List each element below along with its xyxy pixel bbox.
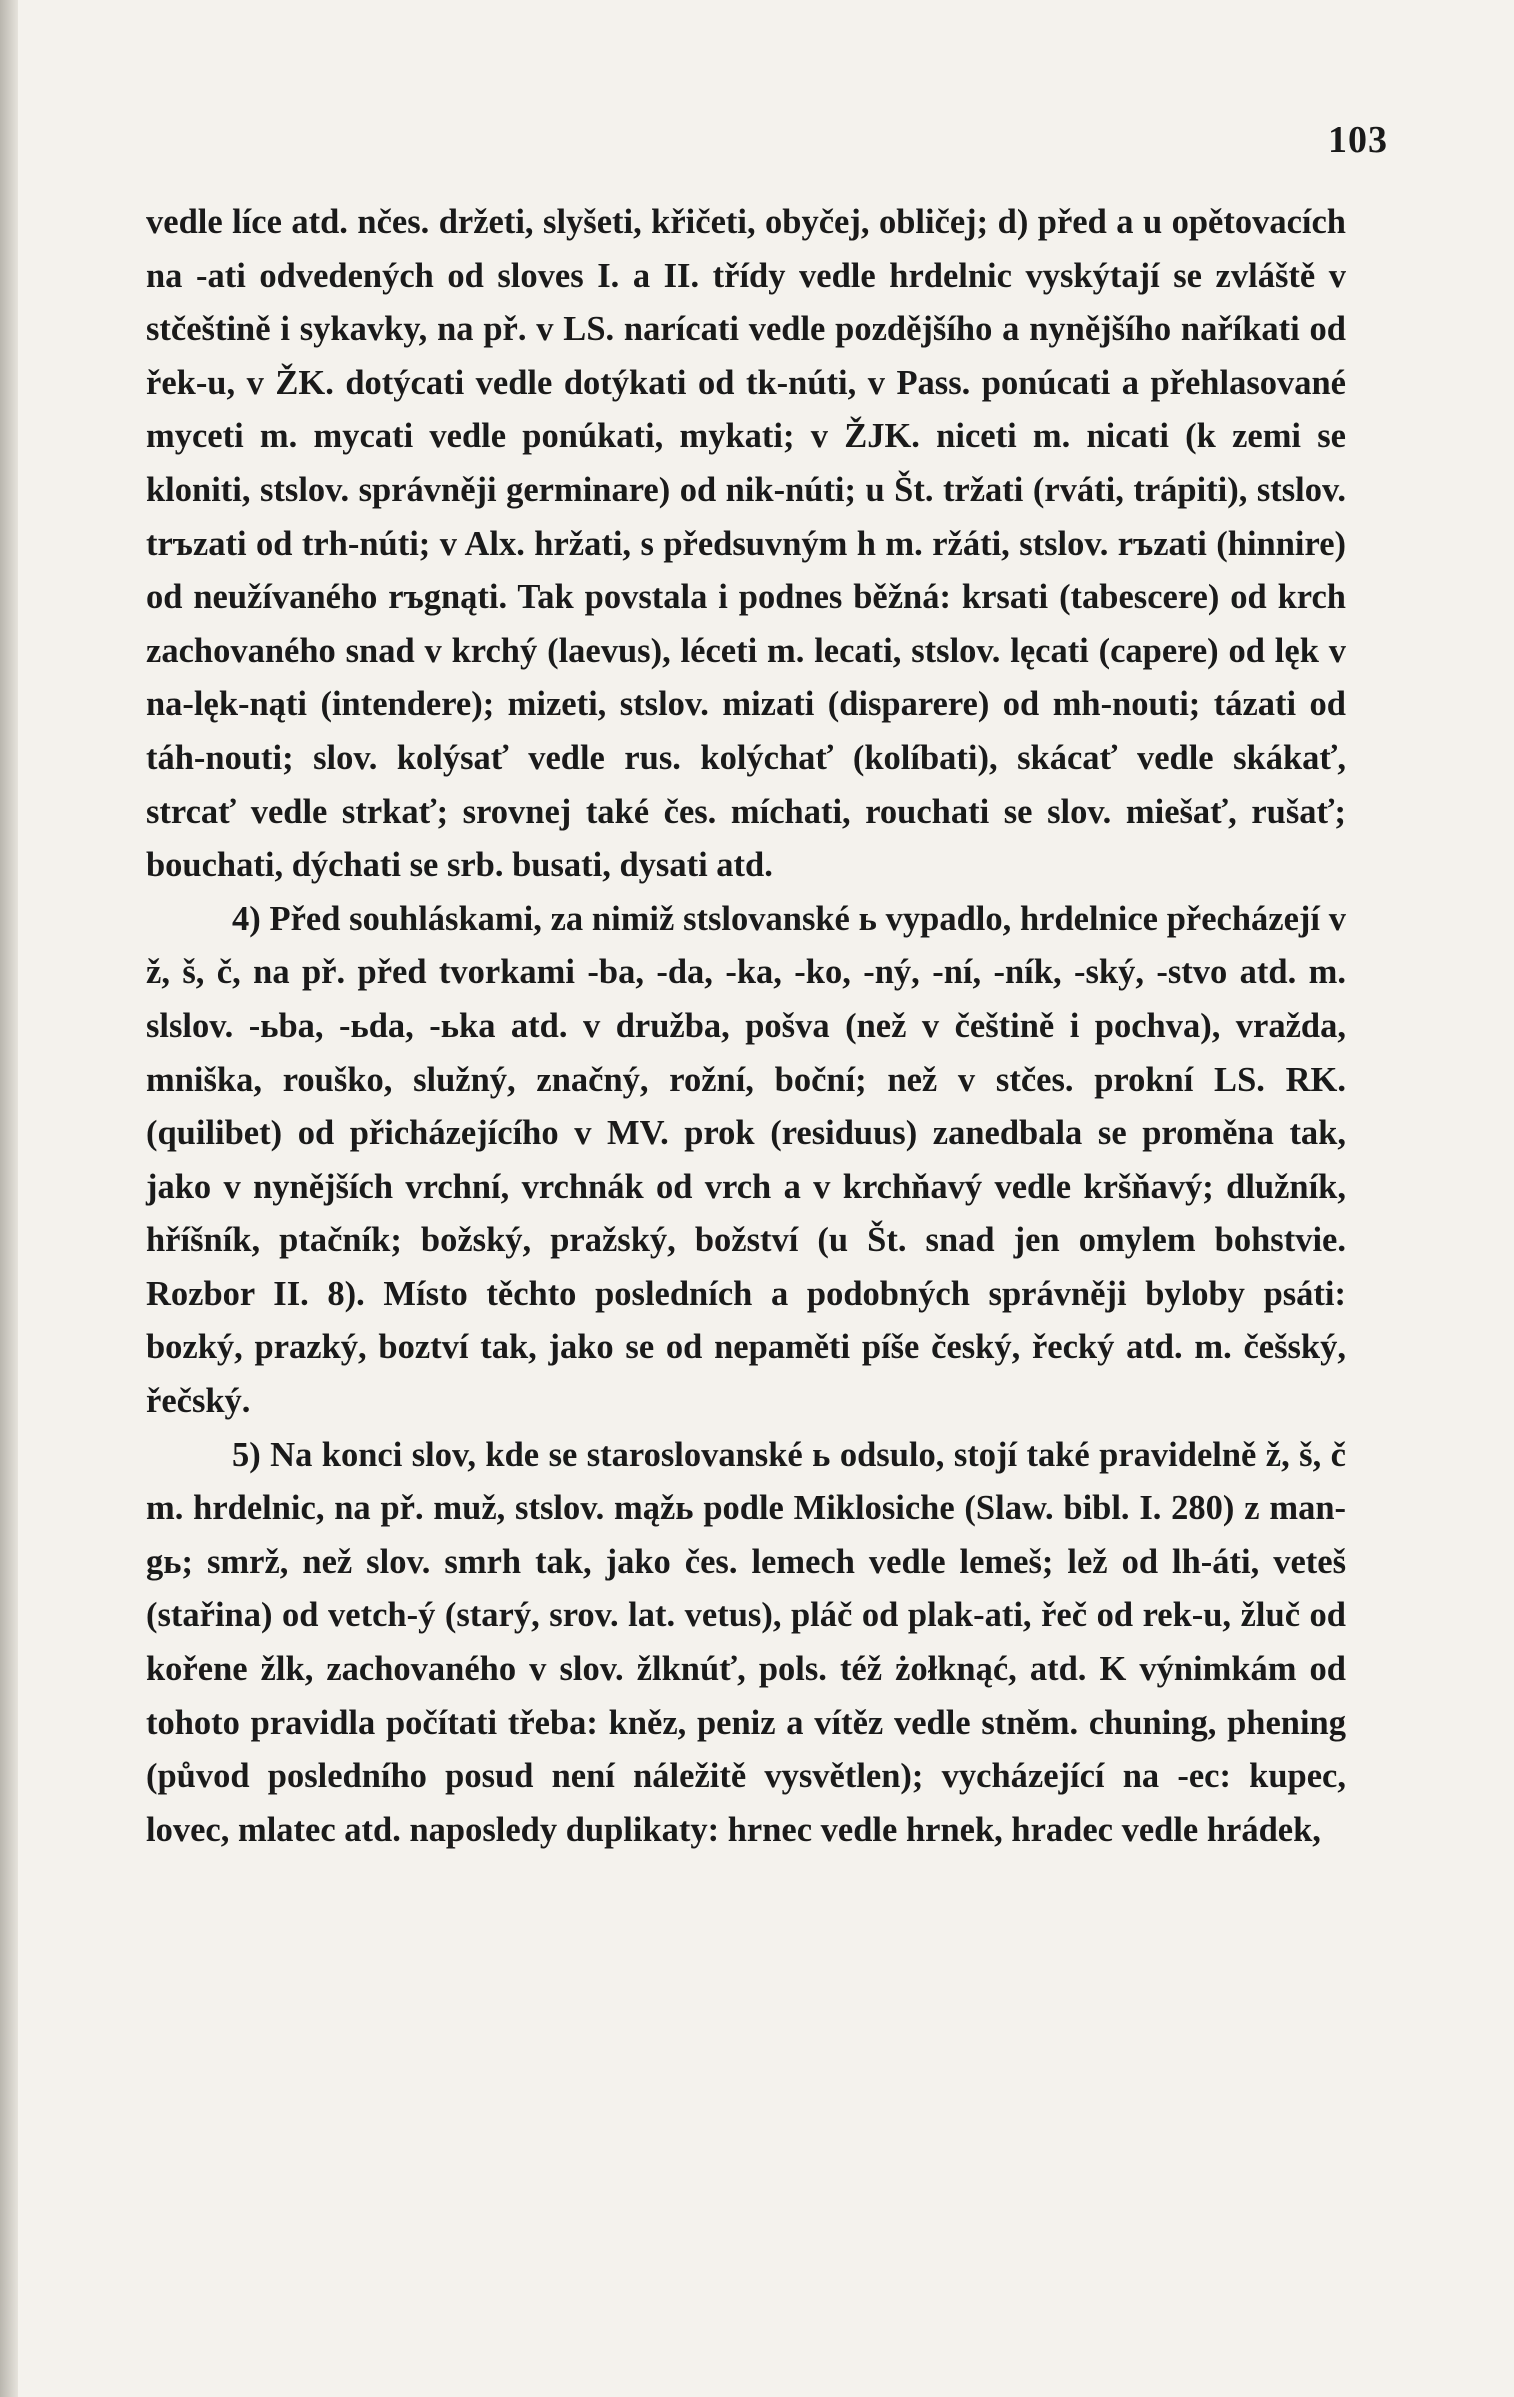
page-spine-shadow: [0, 0, 18, 2397]
paragraph-4: 4) Před souhláskami, za nimiž stslovanské ь vypadlo, hrdelnice přecházejí v ž, š, č, na př. před tvorkami -ba, -da, -ka, -ko, -ný, -ní, -ník, -ský, -stvo atd. m. slslov. -ьba, -ьda, -ьka atd. v družba, pošva (než v češtině i pochva), vražda, mniška, rouško, služný, značný, rožní, boční; než v stčes. prokní LS. RK. (quilibet) od přicházejícího v MV. prok (residuus) zanedbala se proměna tak, jako v nynějších vrchní, vrchnák od vrch a v krchňavý vedle kršňavý; dlužník, hříšník, ptačník; božský, pražský, božství (u Št. snad jen omylem bohstvie. Rozbor II. 8). Místo těchto posledních a podobných správněji byloby psáti: bozký, prazký, boztví tak, jako se od nepaměti píše český, řecký atd. m. češský, řečský.: [146, 899, 1346, 1421]
paragraph-5: 5) Na konci slov, kde se staroslovanské ь odsulo, stojí také pravidelně ž, š, č m. hrdelnic, na př. muž, stslov. mąžь podle Miklosiche (Slaw. bibl. I. 280) z man-gь; smrž, než slov. smrh tak, jako čes. lemech vedle lemeš; lež od lh-áti, veteš (stařina) od vetch-ý (starý, srov. lat. vetus), pláč od plak-ati, řeč od rek-u, žluč od kořene žlk, zachovaného v slov. žlknúť, pols. též żołknąć, atd. K výnimkám od tohoto pravidla počítati třeba: kněz, peniz a vítěz vedle stněm. chuning, phening (původ posledního posud není náležitě vysvětlen); vycházející na -ec: kupec, lovec, mlatec atd. naposledy duplikaty: hrnec vedle hrnek, hradec vedle hrádek,: [146, 1435, 1346, 1849]
page-number: 103: [1328, 119, 1388, 161]
page-text: [146, 196, 1346, 1857]
paragraph-continuation: vedle líce atd. nčes. držeti, slyšeti, křičeti, obyčej, obličej; d) před a u opětovacích na -ati odvedených od sloves I. a II. třídy vedle hrdelnic vyskýtají se zvláště v stčeštině i sykavky, na př. v LS. narícati vedle pozdějšího a nynějšího naříkati od řek-u, v ŽK. dotýcati vedle dotýkati od tk-núti, v Pass. ponúcati a přehlasované myceti m. mycati vedle ponúkati, mykati; v ŽJK. niceti m. nicati (k zemi se kloniti, stslov. správněji germinare) od nik-núti; u Št. tržati (rváti, trápiti), stslov. trъzati od trh-núti; v Alx. hržati, s předsuvným h m. ržáti, stslov. rъzati (hinnire) od neužívaného rъgnąti. Tak povstala i podnes běžná: krsati (tabescere) od krch zachovaného snad v krchý (laevus), léceti m. lecati, stslov. lęcati (capere) od lęk v na-lęk-nąti (intendere); mizeti, stslov. mizati (disparere) od mh-nouti; tázati od táh-nouti; slov. kolýsať vedle rus. kolýchať (kolíbati), skácať vedle skákať, strcať vedle strkať; srovnej také čes. míchati, rouchati se slov. miešať, rušať; bouchati, dýchati se srb. busati, dysati atd.: [146, 203, 1346, 885]
